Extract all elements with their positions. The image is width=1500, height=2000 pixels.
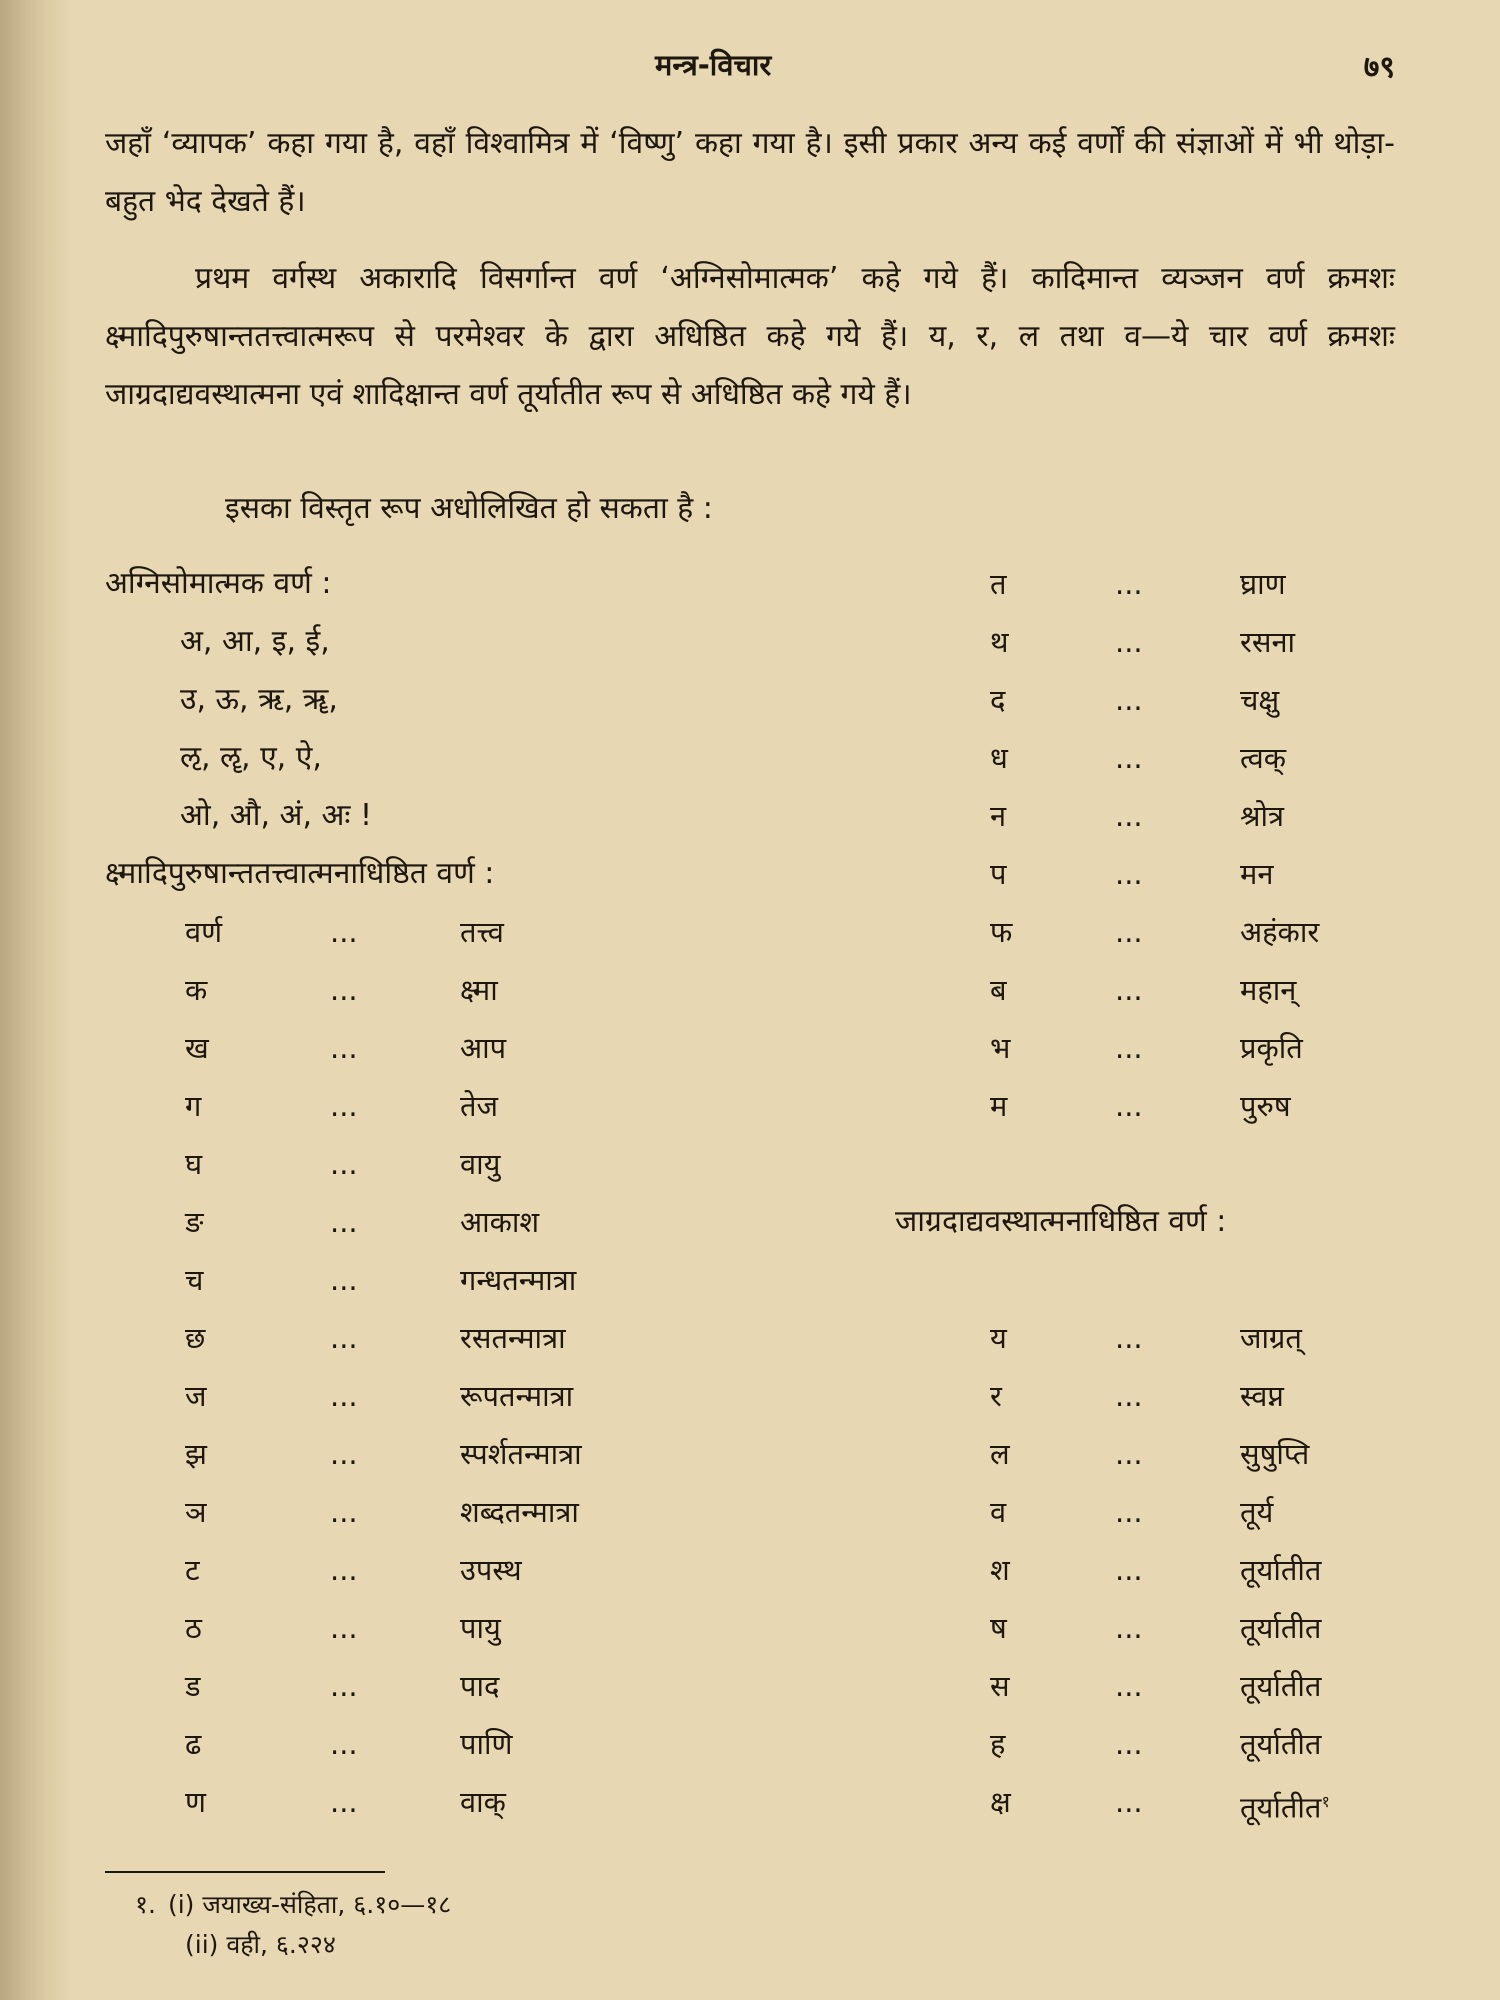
separator: ...: [330, 1785, 358, 1819]
tattva-cell: अहंकार: [1240, 915, 1320, 949]
vowel-row: उ, ऊ, ऋ, ॠ,: [180, 682, 338, 717]
varna-header: वर्ण: [185, 915, 223, 949]
varna-cell: ढ: [185, 1727, 202, 1761]
table-row: [105, 1541, 865, 1599]
separator: ...: [1115, 625, 1143, 659]
vowel-row: ऌ, ॡ, ए, ऐ,: [180, 740, 322, 775]
table-header-row: [105, 903, 865, 961]
tattva-cell: मन: [1240, 857, 1274, 891]
varna-cell: व: [990, 1495, 1007, 1529]
separator: ...: [1115, 1669, 1143, 1703]
tattva-cell: पुरुष: [1240, 1089, 1291, 1123]
separator: ...: [330, 1379, 358, 1413]
separator: ...: [1115, 799, 1143, 833]
separator: ...: [330, 1147, 358, 1181]
table-row: [840, 729, 1400, 787]
tattva-header: तत्त्व: [460, 915, 504, 949]
tattva-cell: तेज: [460, 1089, 499, 1123]
tattva-cell: तूर्य: [1240, 1495, 1274, 1529]
varna-cell: ञ: [185, 1495, 207, 1529]
separator: ...: [1115, 567, 1143, 601]
separator: ...: [330, 1263, 358, 1297]
separator: ...: [1115, 1611, 1143, 1645]
varna-cell: ड: [185, 1669, 201, 1703]
tattva-cell: चक्षु: [1240, 683, 1280, 717]
separator: ...: [1115, 1089, 1143, 1123]
tattva-cell: आकाश: [460, 1205, 540, 1239]
table-row: [840, 1773, 1400, 1831]
page-header: [105, 35, 1395, 95]
table-row: [840, 1541, 1400, 1599]
vowel-row: ओ, औ, अं, अः !: [180, 798, 373, 833]
footnote-text: (ii) वही, ६.२२४: [185, 1930, 336, 1959]
tattva-cell: तूर्यातीत: [1240, 1669, 1322, 1703]
separator: ...: [1115, 683, 1143, 717]
footnote-divider: [105, 1871, 385, 1873]
varna-cell: ट: [185, 1553, 200, 1587]
varna-cell: ज: [185, 1379, 207, 1413]
separator: ...: [330, 1205, 358, 1239]
tattva-cell: प्रकृति: [1240, 1031, 1303, 1065]
varna-cell: थ: [990, 625, 1009, 659]
varna-cell: म: [990, 1089, 1008, 1123]
table-row: [105, 1773, 865, 1831]
separator: ...: [330, 1611, 358, 1645]
separator: ...: [1115, 973, 1143, 1007]
table-row: [840, 787, 1400, 845]
separator: ...: [330, 973, 358, 1007]
tattva-cell: [1240, 1773, 1330, 1837]
varna-cell: भ: [990, 1031, 1011, 1065]
varna-cell: क: [185, 973, 208, 1007]
tattva-cell: आप: [460, 1031, 507, 1065]
table-row: [105, 1251, 865, 1309]
table-row: [840, 1483, 1400, 1541]
varna-cell: स: [990, 1669, 1010, 1703]
table-row: [840, 1599, 1400, 1657]
tattva-cell: स्पर्शतन्मात्रा: [460, 1437, 582, 1471]
tattva-cell: पाणि: [460, 1727, 513, 1761]
varna-cell: र: [990, 1379, 1002, 1413]
separator: ...: [330, 1321, 358, 1355]
separator: ...: [330, 1495, 358, 1529]
tattva-cell: वायु: [460, 1147, 501, 1181]
book-page: [105, 35, 1405, 1975]
tattva-cell: त्वक्: [1240, 741, 1287, 775]
tattva-cell: वाक्: [460, 1785, 506, 1819]
footnote-number: १.: [135, 1890, 156, 1919]
table-row: [105, 961, 865, 1019]
varna-cell: च: [185, 1263, 204, 1297]
varna-cell: झ: [185, 1437, 207, 1471]
kshmadi-heading: क्ष्मादिपुरुषान्ततत्त्वात्मनाधिष्ठित वर्ण :: [105, 856, 495, 891]
footnote-text: (i) जयाख्य-संहिता, ६.१०—१८: [167, 1890, 452, 1919]
table-row: [105, 1483, 865, 1541]
tattva-cell: गन्धतन्मात्रा: [460, 1263, 577, 1297]
spacer: [840, 1251, 1400, 1309]
varna-cell: ह: [990, 1727, 1006, 1761]
tattva-cell: शब्दतन्मात्रा: [460, 1495, 579, 1529]
varna-cell: ख: [185, 1031, 209, 1065]
jagradadi-heading: जाग्रदाद्यवस्थात्मनाधिष्ठित वर्ण :: [895, 1204, 1227, 1239]
tattva-cell: रसना: [1240, 625, 1296, 659]
table-row: [840, 1019, 1400, 1077]
table-row: [105, 1599, 865, 1657]
footnote-marker: १: [1321, 1792, 1330, 1811]
separator: ...: [1115, 1321, 1143, 1355]
separator: ...: [330, 1669, 358, 1703]
varna-cell: ग: [185, 1089, 202, 1123]
table-row: [840, 1309, 1400, 1367]
tattva-cell: पायु: [460, 1611, 501, 1645]
separator: ...: [330, 1089, 358, 1123]
table-row: [840, 1657, 1400, 1715]
separator: ...: [1115, 915, 1143, 949]
paragraph-1: जहाँ ‘व्यापक’ कहा गया है, वहाँ विश्वामित्र में ‘विष्णु’ कहा गया है। इसी प्रकार अन्य कई वर्णों की संज्ञाओं में भी थोड़ा-बहुत भेद देखते हैं।: [105, 126, 1395, 219]
separator: ...: [1115, 1727, 1143, 1761]
table-row: [840, 1077, 1400, 1135]
separator: ...: [1115, 1553, 1143, 1587]
spacer: [840, 1135, 1400, 1193]
table-row: [840, 1425, 1400, 1483]
left-column: [105, 555, 865, 1831]
table-row: [840, 1367, 1400, 1425]
tattva-cell: स्वप्न: [1240, 1379, 1284, 1413]
footnote-line: [185, 1925, 451, 1965]
table-row: [840, 555, 1400, 613]
tattva-cell: महान्: [1240, 973, 1297, 1007]
table-row: [840, 845, 1400, 903]
tattva-cell: उपस्थ: [460, 1553, 522, 1587]
varna-cell: फ: [990, 915, 1013, 949]
right-column: [840, 555, 1400, 1831]
table-row: [105, 1309, 865, 1367]
footnotes: [135, 1885, 451, 1965]
separator: ...: [330, 1553, 358, 1587]
table-row: [840, 961, 1400, 1019]
varna-cell: द: [990, 683, 1006, 717]
table-row: [840, 613, 1400, 671]
tattva-cell: रसतन्मात्रा: [460, 1321, 566, 1355]
varna-cell: ब: [990, 973, 1007, 1007]
varna-cell: घ: [185, 1147, 203, 1181]
separator: ...: [1115, 1437, 1143, 1471]
varna-cell: ध: [990, 741, 1008, 775]
table-row: [105, 1657, 865, 1715]
table-row: [840, 903, 1400, 961]
tattva-cell: जाग्रत्: [1240, 1321, 1302, 1355]
table-row: [105, 1019, 865, 1077]
separator: ...: [1115, 1785, 1143, 1819]
vowel-row: अ, आ, इ, ई,: [180, 624, 330, 659]
table-row: [105, 1135, 865, 1193]
separator: ...: [1115, 1495, 1143, 1529]
running-title: मन्त्र-विचार: [655, 48, 772, 82]
tattva-cell: रूपतन्मात्रा: [460, 1379, 574, 1413]
footnote-line: [135, 1885, 451, 1925]
varna-cell: क्ष: [990, 1785, 1011, 1819]
tattva-cell: श्रोत्र: [1240, 799, 1285, 833]
separator: ...: [1115, 741, 1143, 775]
table-row: [105, 1367, 865, 1425]
tattva-cell: क्ष्मा: [460, 973, 498, 1007]
varna-cell: य: [990, 1321, 1007, 1355]
separator: ...: [330, 1437, 358, 1471]
tattva-cell: घ्राण: [1240, 567, 1286, 601]
table-row: [840, 1715, 1400, 1773]
tattva-cell: तूर्यातीत: [1240, 1611, 1322, 1645]
varna-cell: प: [990, 857, 1007, 891]
table-row: [105, 1715, 865, 1773]
book-spine-shadow: [0, 0, 70, 2000]
separator: ...: [330, 915, 358, 949]
table-row: [105, 1077, 865, 1135]
varna-cell: ङ: [185, 1205, 204, 1239]
varna-cell: ष: [990, 1611, 1007, 1645]
tattva-cell: तूर्यातीत: [1240, 1553, 1322, 1587]
varna-cell: ठ: [185, 1611, 202, 1645]
varna-cell: श: [990, 1553, 1010, 1587]
tattva-text: तूर्यातीत: [1240, 1790, 1322, 1825]
separator: ...: [330, 1031, 358, 1065]
table-row: [105, 1425, 865, 1483]
tattva-cell: पाद: [460, 1669, 500, 1703]
separator: ...: [1115, 1031, 1143, 1065]
table-row: [840, 671, 1400, 729]
varna-cell: ण: [185, 1785, 206, 1819]
agnisomatmaka-heading: अग्निसोमात्मक वर्ण :: [105, 566, 332, 601]
tattva-cell: तूर्यातीत: [1240, 1727, 1322, 1761]
varna-cell: छ: [185, 1321, 206, 1355]
page-number: ७९: [1363, 50, 1395, 85]
varna-cell: ल: [990, 1437, 1010, 1471]
separator: ...: [1115, 1379, 1143, 1413]
varna-cell: त: [990, 567, 1007, 601]
table-row: [105, 1193, 865, 1251]
separator: ...: [330, 1727, 358, 1761]
paragraph-2: प्रथम वर्गस्थ अकारादि विसर्गान्त वर्ण ‘अग्निसोमात्मक’ कहे गये हैं। कादिमान्त व्यञ्जन वर्ण क्रमशः क्ष्मादिपुरुषान्ततत्त्वात्मरूप से परमेश्वर के द्वारा अधिष्ठित कहे गये हैं। य, र, ल तथा व—ये चार वर्ण क्रमशः जाग्रदाद्यवस्थात्मना एवं शादिक्षान्त वर्ण तूर्यातीत रूप से अधिष्ठित कहे गये हैं।: [105, 261, 1395, 412]
varna-cell: न: [990, 799, 1007, 833]
separator: ...: [1115, 857, 1143, 891]
tattva-cell: सुषुप्ति: [1240, 1437, 1310, 1471]
paragraph-3: इसका विस्तृत रूप अधोलिखित हो सकता है :: [225, 491, 713, 526]
